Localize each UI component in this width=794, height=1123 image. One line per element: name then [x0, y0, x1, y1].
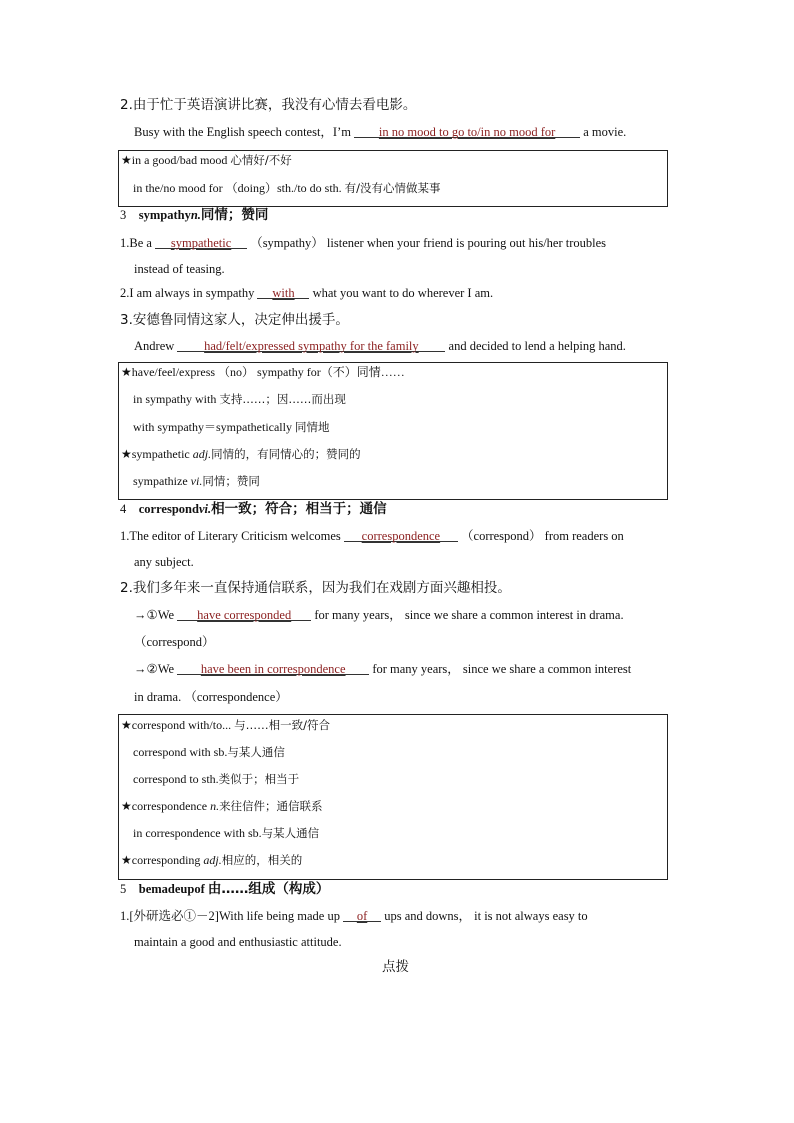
section-heading-sympathy: 3 sympathyn.同情；赞同 [120, 207, 269, 223]
s3-q1-cont: instead of teasing. [134, 262, 225, 276]
section-heading-be-made-up-of: 5 bemadeupof 由……组成（构成） [120, 881, 330, 897]
s5-q1-cont: maintain a good and enthusiastic attitude. [134, 935, 342, 949]
note-line: in correspondence with sb.与某人通信 [133, 826, 320, 840]
s4-q2-prompt: 2.我们多年来一直保持通信联系，因为我们在戏剧方面兴趣相投。 [120, 580, 511, 596]
s3-q2: 2.I am always in sympathy with what you want to do wherever I am. [120, 286, 494, 300]
s3-q2-blank: with [257, 284, 309, 299]
note-line: ★correspondence n.来往信件；通信联系 [121, 799, 323, 813]
q2-prompt: 2.由于忙于英语演讲比赛，我没有心情去看电影。 [120, 97, 417, 113]
s4-q2-b: →②We have been in correspondence for many years， since we share a common interest [134, 662, 632, 676]
q2-post: a movie. [583, 125, 627, 139]
s5-q1: 1.[外研选必①－2]With life being made up of ups and downs， it is not always easy to [120, 909, 588, 923]
s4-q1-blank: correspondence [344, 527, 458, 542]
note-line: correspond with sb.与某人通信 [133, 745, 285, 759]
s3-q1-blank: sympathetic [155, 234, 247, 249]
s3-q1: 1.Be a sympathetic （sympathy） listener when your friend is pouring out his/her troubles [120, 236, 607, 250]
note-box-sympathy [118, 362, 668, 500]
q2-blank [354, 123, 580, 138]
note-box-mood [118, 150, 668, 207]
q2-pre: Busy with the English speech contest，I’m [134, 125, 351, 139]
s4-q1: 1.The editor of Literary Criticism welcomes correspondence （correspond） from readers on [120, 529, 624, 543]
s3-q3: Andrew had/felt/expressed sympathy for the family and decided to lend a helping hand. [134, 339, 626, 353]
s4-q2-b-blank: have been in correspondence [177, 660, 369, 675]
s4-q2-a: →①We have corresponded for many years， since we share a common interest in drama. [134, 608, 624, 622]
note-line: ★correspond with/to... 与……相一致/符合 [121, 718, 330, 732]
q2-answer: in no mood to go to/in no mood for [378, 125, 556, 139]
note-line: in sympathy with 支持……；因……而出现 [133, 392, 346, 406]
s4-q2-b-cont: in drama. （correspondence） [134, 690, 288, 704]
s4-q2-a-hint: （correspond） [134, 635, 215, 649]
note-line: with sympathy＝sympathetically 同情地 [133, 420, 330, 434]
note-line: correspond to sth.类似于；相当于 [133, 772, 300, 786]
note-line: ★sympathetic adj.同情的，有同情心的；赞同的 [121, 447, 361, 461]
note-line: ★have/feel/express （no） sympathy for（不）同情…… [121, 365, 405, 379]
footer-label: 点拨 [382, 959, 409, 975]
section-heading-correspond: 4 correspondvi.相一致；符合；相当于；通信 [120, 501, 387, 517]
q2-sentence [134, 123, 626, 141]
note-line: in the/no mood for （doing）sth./to do sth. 有/没有心情做某事 [133, 181, 441, 195]
note-box-correspond [118, 714, 668, 880]
s3-q3-blank: had/felt/expressed sympathy for the family [177, 337, 445, 352]
s4-q1-cont: any subject. [134, 555, 194, 569]
note-line: ★in a good/bad mood 心情好/不好 [121, 153, 292, 167]
note-line: sympathize vi.同情；赞同 [133, 474, 260, 488]
s3-q3-prompt: 3.安德鲁同情这家人，决定伸出援手。 [120, 312, 349, 328]
note-line: ★corresponding adj.相应的，相关的 [121, 853, 303, 867]
s4-q2-a-blank: have corresponded [177, 606, 311, 621]
s5-q1-blank: of [343, 907, 381, 922]
